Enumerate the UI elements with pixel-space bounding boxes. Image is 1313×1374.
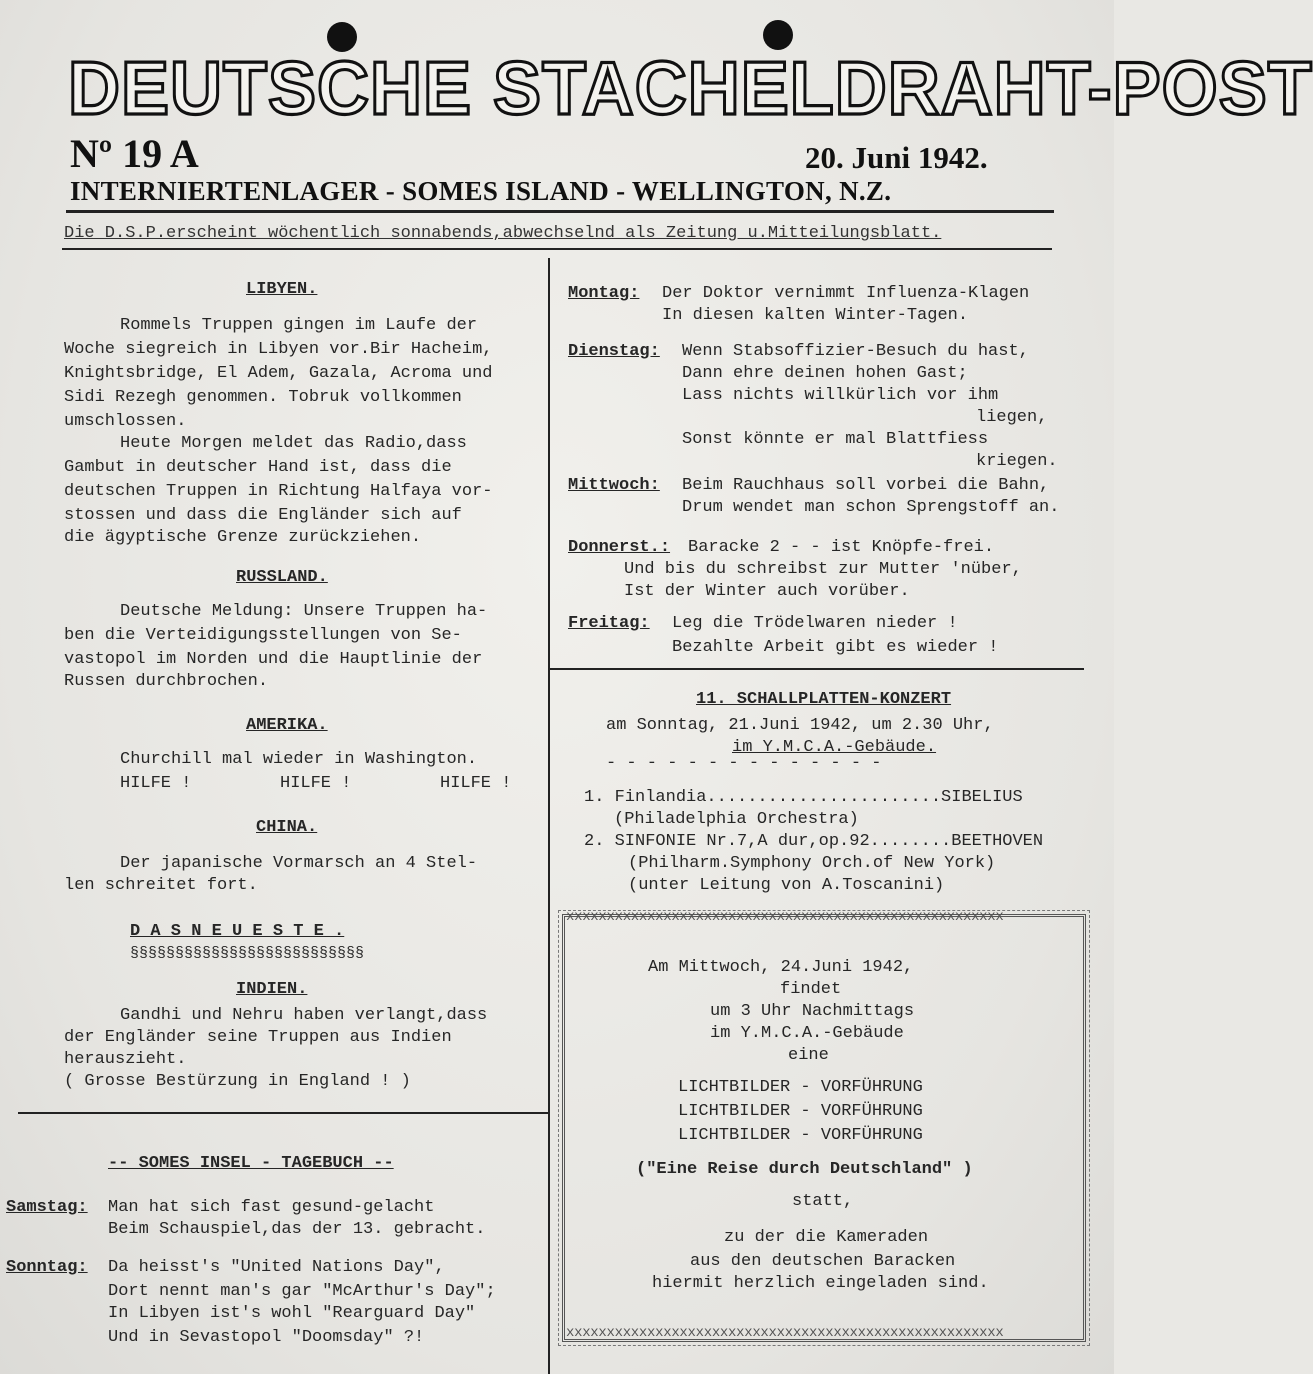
box-bottom-border: xxxxxxxxxxxxxxxxxxxxxxxxxxxxxxxxxxxxxxxxxxxxxxxxxxxxxx bbox=[566, 1325, 1004, 1341]
russland-line: ben die Verteidigungsstellungen von Se- bbox=[64, 626, 462, 645]
reise-title: ("Eine Reise durch Deutschland" ) bbox=[636, 1160, 973, 1179]
donnerstag-line: Und bis du schreibst zur Mutter 'nüber, bbox=[624, 560, 1022, 579]
libyen-heading: LIBYEN. bbox=[246, 280, 318, 299]
sonntag-line: In Libyen ist's wohl "Rearguard Day" bbox=[108, 1304, 476, 1323]
indien-line: herauszieht. bbox=[64, 1050, 187, 1069]
camp-location: INTERNIERTENLAGER - SOMES ISLAND - WELLINGTON, N.Z. bbox=[70, 176, 892, 206]
libyen-line: Knightsbridge, El Adem, Gazala, Acroma und bbox=[64, 364, 493, 383]
libyen-line: umschlossen. bbox=[64, 412, 187, 431]
dienstag-line: Lass nichts willkürlich vor ihm bbox=[682, 386, 999, 405]
hilfe-1: HILFE ! bbox=[120, 774, 192, 793]
libyen-line: Heute Morgen meldet das Radio,dass bbox=[120, 434, 467, 453]
china-heading: CHINA. bbox=[256, 818, 318, 837]
masthead-title: DEUTSCHE STACHELDRAHT-POST bbox=[68, 47, 1313, 131]
concert-heading: 11. SCHALLPLATTEN-KONZERT bbox=[696, 690, 952, 709]
mittwoch-line: Drum wendet man schon Sprengstoff an. bbox=[682, 498, 1060, 517]
concert-dashes: - - - - - - - - - - - - - - bbox=[606, 754, 882, 773]
concert-venue: im Y.M.C.A.-Gebäude. bbox=[732, 738, 937, 757]
dienstag-label: Dienstag: bbox=[568, 342, 660, 361]
tagebuch-heading: -- SOMES INSEL - TAGEBUCH -- bbox=[108, 1154, 394, 1173]
libyen-line: Rommels Truppen gingen im Laufe der bbox=[120, 316, 478, 335]
dienstag-line: Dann ehre deinen hohen Gast; bbox=[682, 364, 968, 383]
box-line: findet bbox=[780, 980, 842, 999]
lichtbilder-line: LICHTBILDER - VORFÜHRUNG bbox=[678, 1078, 923, 1097]
montag-line: Der Doktor vernimmt Influenza-Klagen bbox=[662, 284, 1030, 303]
samstag-line: Man hat sich fast gesund-gelacht bbox=[108, 1198, 435, 1217]
donnerstag-label: Donnerst.: bbox=[568, 538, 671, 557]
china-line: len schreitet fort. bbox=[64, 876, 258, 895]
box-line: Am Mittwoch, 24.Juni 1942, bbox=[648, 958, 914, 977]
column-divider bbox=[548, 258, 550, 1374]
samstag-label: Samstag: bbox=[6, 1198, 88, 1217]
closing-line: zu der die Kameraden bbox=[724, 1228, 929, 1247]
dienstag-line: liegen, bbox=[976, 408, 1048, 427]
libyen-line: Woche siegreich in Libyen vor.Bir Hacheim, bbox=[64, 340, 493, 359]
concert-item-1-sub: (Philadelphia Orchestra) bbox=[614, 810, 859, 829]
libyen-line: die ägyptische Grenze zurückziehen. bbox=[64, 528, 422, 547]
statt-line: statt, bbox=[792, 1192, 854, 1211]
box-top-border: xxxxxxxxxxxxxxxxxxxxxxxxxxxxxxxxxxxxxxxxxxxxxxxxxxxxxx bbox=[566, 909, 1004, 925]
china-line: Der japanische Vormarsch an 4 Stel- bbox=[120, 854, 478, 873]
freitag-line: Leg die Trödelwaren nieder ! bbox=[672, 614, 958, 633]
donnerstag-line: Ist der Winter auch vorüber. bbox=[624, 582, 910, 601]
donnerstag-line: Baracke 2 - - ist Knöpfe-frei. bbox=[688, 538, 995, 557]
indien-line: Gandhi und Nehru haben verlangt,dass bbox=[120, 1006, 488, 1025]
neueste-heading: D A S N E U E S T E . bbox=[130, 922, 345, 941]
closing-line: aus den deutschen Baracken bbox=[690, 1252, 956, 1271]
russland-line: Russen durchbrochen. bbox=[64, 672, 269, 691]
left-section-rule bbox=[18, 1112, 550, 1114]
sonntag-line: Da heisst's "United Nations Day", bbox=[108, 1258, 445, 1277]
concert-item-2-sub: (unter Leitung von A.Toscanini) bbox=[628, 876, 945, 895]
samstag-line: Beim Schauspiel,das der 13. gebracht. bbox=[108, 1220, 486, 1239]
mittwoch-line: Beim Rauchhaus soll vorbei die Bahn, bbox=[682, 476, 1050, 495]
lichtbilder-line: LICHTBILDER - VORFÜHRUNG bbox=[678, 1126, 923, 1145]
indien-line: ( Grosse Bestürzung in England ! ) bbox=[64, 1072, 411, 1091]
libyen-line: deutschen Truppen in Richtung Halfaya vor- bbox=[64, 482, 493, 501]
box-line: um 3 Uhr Nachmittags bbox=[710, 1002, 915, 1021]
concert-item-1: 1. Finlandia.......................SIBELIUS bbox=[584, 788, 1023, 807]
neueste-underline: §§§§§§§§§§§§§§§§§§§§§§§§§§ bbox=[130, 945, 365, 962]
sonntag-label: Sonntag: bbox=[6, 1258, 88, 1277]
libyen-line: Sidi Rezegh genommen. Tobruk vollkommen bbox=[64, 388, 462, 407]
russland-line: vastopol im Norden und die Hauptlinie der bbox=[64, 650, 483, 669]
freitag-label: Freitag: bbox=[568, 614, 650, 633]
libyen-line: Gambut in deutscher Hand ist, dass die bbox=[64, 458, 452, 477]
closing-line: hiermit herzlich eingeladen sind. bbox=[652, 1274, 989, 1293]
box-line: im Y.M.C.A.-Gebäude bbox=[710, 1024, 904, 1043]
sonntag-line: Und in Sevastopol "Doomsday" ?! bbox=[108, 1328, 425, 1347]
concert-item-2: 2. SINFONIE Nr.7,A dur,op.92........BEETHOVEN bbox=[584, 832, 1044, 851]
mittwoch-label: Mittwoch: bbox=[568, 476, 660, 495]
russland-line: Deutsche Meldung: Unsere Truppen ha- bbox=[120, 602, 488, 621]
hilfe-2: HILFE ! bbox=[280, 774, 352, 793]
indien-heading: INDIEN. bbox=[236, 980, 308, 999]
concert-item-2-sub: (Philharm.Symphony Orch.of New York) bbox=[628, 854, 996, 873]
tagline: Die D.S.P.erscheint wöchentlich sonnabends,abwechselnd als Zeitung u.Mitteilungsblatt. bbox=[64, 224, 942, 243]
box-line: eine bbox=[788, 1046, 829, 1065]
hilfe-3: HILFE ! bbox=[440, 774, 512, 793]
amerika-heading: AMERIKA. bbox=[246, 716, 328, 735]
tagline-rule bbox=[62, 248, 1052, 250]
masthead-rule bbox=[66, 210, 1054, 213]
dienstag-line: Sonst könnte er mal Blattfiess bbox=[682, 430, 989, 449]
dienstag-line: Wenn Stabsoffizier-Besuch du hast, bbox=[682, 342, 1029, 361]
lichtbilder-line: LICHTBILDER - VORFÜHRUNG bbox=[678, 1102, 923, 1121]
russland-heading: RUSSLAND. bbox=[236, 568, 328, 587]
issue-date: 20. Juni 1942. bbox=[805, 140, 988, 175]
dienstag-line: kriegen. bbox=[976, 452, 1058, 471]
indien-line: der Engländer seine Truppen aus Indien bbox=[64, 1028, 452, 1047]
concert-date: am Sonntag, 21.Juni 1942, um 2.30 Uhr, bbox=[606, 716, 994, 735]
montag-line: In diesen kalten Winter-Tagen. bbox=[662, 306, 969, 325]
sonntag-line: Dort nennt man's gar "McArthur's Day"; bbox=[108, 1282, 496, 1301]
issue-number: Nº 19 A bbox=[70, 131, 199, 176]
montag-label: Montag: bbox=[568, 284, 640, 303]
libyen-line: stossen und dass die Engländer sich auf bbox=[64, 506, 462, 525]
right-section-rule bbox=[550, 668, 1084, 670]
freitag-line: Bezahlte Arbeit gibt es wieder ! bbox=[672, 638, 999, 657]
amerika-line: Churchill mal wieder in Washington. bbox=[120, 750, 478, 769]
